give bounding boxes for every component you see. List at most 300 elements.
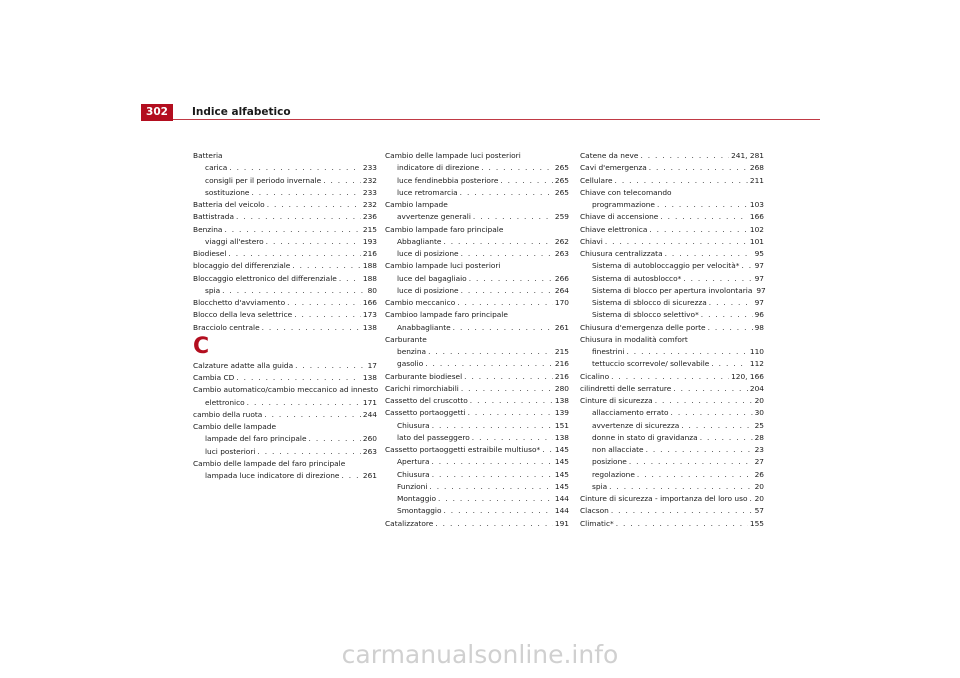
index-subentry (385, 211, 569, 223)
index-heading: Cambio delle lampade del faro principale (193, 458, 346, 468)
entry-label: Smontaggio (397, 506, 442, 516)
dot-leader (468, 407, 553, 419)
index-heading: Cambio automatico/cambio meccanico ad innesto (193, 385, 379, 395)
entry-label: Cassetto portaoggetti estraibile multiuso* (385, 445, 541, 454)
entry-label: cambio della ruota (193, 409, 263, 419)
entry-page-number: 97 (754, 298, 764, 307)
dot-leader (432, 420, 553, 432)
index-subentry (385, 273, 569, 285)
entry-label: luce del bagagliaio (397, 273, 467, 283)
index-entry (385, 444, 569, 456)
index-entry (580, 395, 764, 407)
entry-label: Cambio meccanico (385, 298, 456, 307)
entry-page-number: 216 (554, 371, 569, 381)
entry-page-number: 151 (554, 420, 569, 430)
entry-page-number: 280 (554, 383, 569, 393)
entry-page-number: 216 (362, 249, 377, 258)
entry-page-number: 266 (554, 273, 569, 283)
entry-page-number: 20 (754, 481, 764, 491)
entry-page-number: 216 (554, 359, 569, 369)
dot-leader (673, 383, 748, 395)
dot-leader (292, 260, 361, 272)
entry-page-number: 211 (749, 175, 764, 185)
entry-page-number: 166 (362, 298, 377, 307)
entry-label: elettronico (205, 397, 245, 407)
dot-leader (655, 395, 753, 407)
index-entry (580, 383, 764, 395)
entry-label: Cicalino (580, 371, 610, 381)
index-subentry (385, 456, 569, 468)
dot-leader (660, 211, 748, 223)
index-subentry (385, 420, 569, 432)
index-entry (580, 505, 764, 517)
entry-label: lampada luce indicatore di direzione (205, 471, 340, 480)
dot-leader (701, 309, 753, 321)
index-section-letter: C (193, 333, 210, 359)
entry-page-number: 138 (554, 396, 569, 405)
index-entry (385, 407, 569, 419)
index-subentry (580, 297, 764, 309)
dot-leader (425, 358, 553, 370)
entry-label: Cambia CD (193, 373, 235, 382)
entry-label: spia (205, 285, 221, 295)
entry-label: luci posteriori (205, 446, 256, 456)
entry-page-number: 97 (754, 273, 764, 283)
dot-leader (257, 446, 360, 458)
entry-label: Cinture di sicurezza (580, 396, 653, 405)
dot-leader (461, 285, 553, 297)
dot-leader (236, 211, 361, 223)
index-entry (580, 211, 764, 223)
entry-label: Bracciolo centrale (193, 322, 260, 332)
entry-label: Battistrada (193, 212, 234, 222)
watermark: carmanualsonline.info (341, 640, 619, 669)
index-subentry (385, 162, 569, 174)
entry-page-number: 215 (362, 224, 377, 234)
entry-label: gasolio (397, 359, 424, 369)
dot-leader (683, 273, 752, 285)
entry-label: Biodiesel (193, 249, 227, 258)
entry-label: luce di posizione (397, 249, 459, 258)
dot-leader (609, 481, 752, 493)
dot-leader (749, 493, 752, 505)
dot-leader (460, 187, 553, 199)
dot-leader (500, 175, 553, 187)
index-subentry (385, 346, 569, 358)
entry-label: Sistema di autobloccaggio per velocità* (592, 261, 740, 271)
index-subentry (385, 358, 569, 370)
index-entry (580, 150, 764, 162)
dot-leader (431, 456, 552, 468)
index-subentry (385, 322, 569, 334)
page-title: Indice alfabetico (192, 106, 291, 118)
index-heading: Cambioo lampade faro principale (385, 310, 508, 320)
index-subentry (385, 187, 569, 199)
dot-leader (309, 433, 361, 445)
dot-leader (657, 199, 748, 211)
index-subentry (580, 358, 764, 370)
entry-page-number: 215 (554, 347, 569, 356)
entry-page-number: 23 (754, 445, 764, 454)
dot-leader (323, 175, 361, 187)
index-subentry (580, 432, 764, 444)
index-heading: Cambio delle lampade (193, 422, 276, 431)
index-entry (193, 360, 377, 372)
entry-page-number: 102 (749, 224, 764, 234)
entry-page-number: 96 (754, 310, 764, 320)
index-column-1 (193, 150, 377, 482)
entry-page-number: 120, 166 (731, 371, 764, 381)
dot-leader (640, 150, 729, 162)
index-entry (580, 162, 764, 174)
dot-leader (741, 260, 752, 272)
entry-page-number: 80 (367, 285, 377, 295)
index-heading: Chiusura in modalità comfort (580, 334, 688, 344)
entry-page-number: 145 (554, 445, 569, 454)
index-entry (193, 322, 377, 334)
entry-page-number: 144 (554, 494, 569, 503)
entry-page-number: 188 (362, 261, 377, 271)
entry-label: avvertenze di sicurezza (592, 420, 680, 430)
index-entry (580, 175, 764, 187)
entry-page-number: 260 (362, 434, 377, 444)
index-entry (580, 322, 764, 334)
entry-label: lato del passeggero (397, 432, 470, 442)
entry-page-number: 95 (754, 249, 764, 258)
entry-label: Climatic* (580, 518, 614, 528)
page-number: 302 (141, 104, 173, 121)
entry-label: carica (205, 163, 228, 173)
dot-leader (605, 236, 748, 248)
entry-page-number: 265 (554, 163, 569, 173)
entry-label: Chiusura (397, 420, 430, 430)
entry-page-number: 145 (554, 469, 569, 479)
index-heading: Chiave con telecomando (580, 187, 672, 197)
index-entry (193, 199, 377, 211)
index-entry (193, 309, 377, 321)
entry-label: Blocchetto d'avviamento (193, 298, 286, 307)
index-heading: Cambio lampade faro principale (385, 224, 504, 234)
index-entry (385, 518, 569, 530)
entry-page-number: 244 (362, 409, 377, 419)
entry-page-number: 20 (754, 396, 764, 405)
entry-label: blocaggio del differenziale (193, 261, 291, 271)
dot-leader (611, 505, 753, 517)
entry-label: Montaggio (397, 494, 436, 503)
dot-leader (469, 273, 553, 285)
index-subentry (580, 469, 764, 481)
entry-page-number: 233 (362, 163, 377, 173)
index-entry (193, 248, 377, 260)
entry-label: Cavi d'emergenza (580, 163, 647, 173)
index-entry (385, 395, 569, 407)
dot-leader (438, 493, 553, 505)
index-subentry (580, 346, 764, 358)
entry-page-number: 97 (756, 285, 766, 295)
index-entry (193, 372, 377, 384)
entry-label: Chiave elettronica (580, 224, 648, 234)
entry-page-number: 110 (749, 347, 764, 356)
dot-leader (236, 372, 361, 384)
entry-label: finestrini (592, 347, 625, 356)
entry-page-number: 57 (754, 506, 764, 516)
index-subentry (193, 285, 377, 297)
dot-leader (429, 481, 552, 493)
index-subentry (385, 469, 569, 481)
entry-label: indicatore di direzione (397, 163, 480, 173)
entry-page-number: 101 (749, 236, 764, 246)
entry-label: Carichi rimorchiabili (385, 383, 459, 393)
dot-leader (287, 297, 361, 309)
dot-leader (224, 224, 360, 236)
dot-leader (435, 518, 553, 530)
entry-page-number: 204 (749, 383, 764, 393)
entry-label: Cinture di sicurezza - importanza del loro uso (580, 494, 748, 503)
entry-label: Calzature adatte alla guida (193, 360, 294, 370)
index-subentry (385, 285, 569, 297)
dot-leader (649, 224, 748, 236)
dot-leader (247, 397, 361, 409)
entry-page-number: 112 (749, 359, 764, 369)
dot-leader (443, 236, 552, 248)
dot-leader (229, 162, 361, 174)
entry-label: spia (592, 481, 608, 491)
entry-page-number: 166 (749, 212, 764, 222)
index-subentry (385, 481, 569, 493)
entry-label: Sistema di autosblocco* (592, 273, 682, 283)
dot-leader (616, 518, 748, 530)
entry-page-number: 263 (362, 446, 377, 456)
entry-page-number: 188 (362, 273, 377, 283)
index-subentry (580, 273, 764, 285)
entry-label: Chiusura centralizzata (580, 249, 663, 258)
dot-leader (671, 407, 753, 419)
entry-label: luce retromarcia (397, 187, 458, 197)
entry-label: non allacciate (592, 445, 644, 454)
dot-leader (294, 309, 361, 321)
index-subentry (580, 444, 764, 456)
dot-leader (646, 444, 753, 456)
entry-page-number: 268 (749, 163, 764, 173)
index-subentry (193, 162, 377, 174)
entry-label: Cellulare (580, 175, 613, 185)
entry-label: Batteria del veicolo (193, 200, 265, 209)
entry-page-number: 232 (362, 175, 377, 185)
dot-leader (637, 469, 753, 481)
entry-page-number: 138 (554, 432, 569, 442)
dot-leader (708, 322, 753, 334)
entry-label: Anabbagliante (397, 322, 451, 332)
entry-label: Cassetto del cruscotto (385, 396, 468, 405)
entry-page-number: 98 (754, 322, 764, 332)
dot-leader (665, 248, 753, 260)
index-subentry (385, 248, 569, 260)
index-subentry (193, 175, 377, 187)
entry-label: Clacson (580, 506, 609, 516)
entry-label: Chiusura (397, 469, 430, 479)
entry-label: regolazione (592, 469, 635, 479)
dot-leader (470, 395, 553, 407)
entry-label: Apertura (397, 457, 430, 467)
dot-leader (711, 358, 748, 370)
entry-page-number: 236 (362, 212, 377, 222)
entry-label: luce fendinebbia posteriore (397, 175, 499, 185)
dot-leader (472, 432, 553, 444)
index-subentry (580, 456, 764, 468)
entry-label: Catalizzatore (385, 518, 434, 528)
index-subentry (580, 285, 764, 297)
entry-page-number: 138 (362, 322, 377, 332)
dot-leader (473, 211, 553, 223)
dot-leader (615, 175, 748, 187)
entry-page-number: 265 (554, 187, 569, 197)
index-subentry (385, 432, 569, 444)
entry-page-number: 191 (554, 518, 569, 528)
index-subentry (580, 199, 764, 211)
dot-leader (443, 505, 552, 517)
entry-label: donne in stato di gravidanza (592, 432, 698, 442)
entry-page-number: 232 (362, 200, 377, 209)
entry-label: cilindretti delle serrature (580, 383, 672, 393)
entry-label: Chiusura d'emergenza delle porte (580, 322, 706, 332)
entry-page-number: 20 (754, 494, 764, 503)
dot-leader (709, 297, 753, 309)
entry-label: consigli per il periodo invernale (205, 175, 322, 185)
entry-label: Blocco della leva selettrice (193, 310, 293, 320)
dot-leader (626, 346, 747, 358)
index-entry (193, 211, 377, 223)
index-column-2 (385, 150, 569, 530)
entry-page-number: 264 (554, 285, 569, 295)
index-entry (580, 518, 764, 530)
dot-leader (266, 236, 361, 248)
entry-page-number: 28 (754, 432, 764, 442)
index-subentry (385, 236, 569, 248)
entry-label: Chiave di accensione (580, 212, 659, 222)
entry-page-number: 173 (362, 310, 377, 320)
index-column-3 (580, 150, 764, 530)
index-subentry (385, 493, 569, 505)
index-entry (580, 371, 764, 383)
entry-page-number: 241, 281 (731, 151, 764, 160)
index-entry (580, 493, 764, 505)
entry-label: Benzina (193, 224, 223, 234)
index-entry (193, 297, 377, 309)
dot-leader (432, 469, 553, 481)
index-subentry (580, 481, 764, 493)
dot-leader (251, 187, 360, 199)
dot-leader (542, 444, 553, 456)
entry-page-number: 27 (754, 457, 764, 467)
dot-leader (611, 371, 729, 383)
entry-page-number: 25 (754, 420, 764, 430)
entry-page-number: 144 (554, 506, 569, 516)
entry-label: Carburante biodiesel (385, 371, 463, 381)
dot-leader (461, 248, 553, 260)
dot-leader (649, 162, 748, 174)
entry-label: viaggi all'estero (205, 236, 264, 246)
entry-page-number: 263 (554, 249, 569, 258)
entry-page-number: 261 (362, 471, 377, 480)
index-heading: Batteria (193, 151, 223, 160)
entry-page-number: 30 (754, 408, 764, 418)
dot-leader (267, 199, 361, 211)
entry-label: tettuccio scorrevole/ sollevabile (592, 359, 710, 369)
dot-leader (464, 371, 553, 383)
entry-label: Sistema di sblocco selettivo* (592, 310, 699, 320)
entry-page-number: 259 (554, 212, 569, 222)
dot-leader (228, 248, 361, 260)
index-subentry (580, 309, 764, 321)
dot-leader (339, 273, 361, 285)
dot-leader (295, 360, 365, 372)
dot-leader (264, 409, 361, 421)
entry-page-number: 145 (554, 481, 569, 491)
entry-page-number: 265 (554, 175, 569, 185)
header-divider (173, 119, 820, 120)
index-entry (193, 260, 377, 272)
index-entry (580, 248, 764, 260)
entry-page-number: 103 (749, 200, 764, 209)
entry-label: sostituzione (205, 187, 250, 197)
entry-page-number: 26 (754, 469, 764, 479)
entry-label: posizione (592, 457, 627, 467)
index-entry (580, 236, 764, 248)
entry-label: luce di posizione (397, 285, 459, 295)
index-subentry (193, 236, 377, 248)
index-subentry (193, 470, 377, 482)
entry-label: Catene da neve (580, 151, 639, 160)
dot-leader (461, 383, 553, 395)
index-entry (193, 224, 377, 236)
entry-label: benzina (397, 347, 427, 356)
index-subentry (193, 397, 377, 409)
entry-label: Abbagliante (397, 236, 442, 246)
entry-label: Sistema di blocco per apertura involontaria (592, 285, 753, 295)
entry-label: lampade del faro principale (205, 434, 307, 444)
entry-page-number: 97 (754, 261, 764, 271)
dot-leader (453, 322, 553, 334)
dot-leader (681, 420, 752, 432)
dot-leader (341, 470, 360, 482)
index-subentry (193, 433, 377, 445)
index-subentry (193, 446, 377, 458)
entry-page-number: 138 (362, 373, 377, 382)
entry-page-number: 233 (362, 187, 377, 197)
entry-label: Chiavi (580, 236, 603, 246)
dot-leader (262, 322, 361, 334)
entry-label: Cassetto portaoggetti (385, 408, 466, 418)
entry-page-number: 261 (554, 322, 569, 332)
dot-leader (629, 456, 753, 468)
entry-page-number: 17 (367, 360, 377, 370)
entry-page-number: 139 (554, 408, 569, 418)
index-heading: Cambio delle lampade luci posteriori (385, 151, 521, 160)
entry-label: Bloccaggio elettronico del differenziale (193, 273, 337, 283)
entry-page-number: 170 (554, 298, 569, 307)
index-heading: Cambio lampade (385, 200, 448, 209)
entry-page-number: 262 (554, 236, 569, 246)
dot-leader (222, 285, 365, 297)
index-entry (385, 383, 569, 395)
entry-page-number: 193 (362, 236, 377, 246)
index-subentry (580, 407, 764, 419)
index-subentry (193, 187, 377, 199)
entry-label: allacciamento errato (592, 408, 669, 418)
entry-label: Funzioni (397, 481, 428, 491)
index-heading: Carburante (385, 334, 427, 344)
entry-page-number: 145 (554, 457, 569, 467)
